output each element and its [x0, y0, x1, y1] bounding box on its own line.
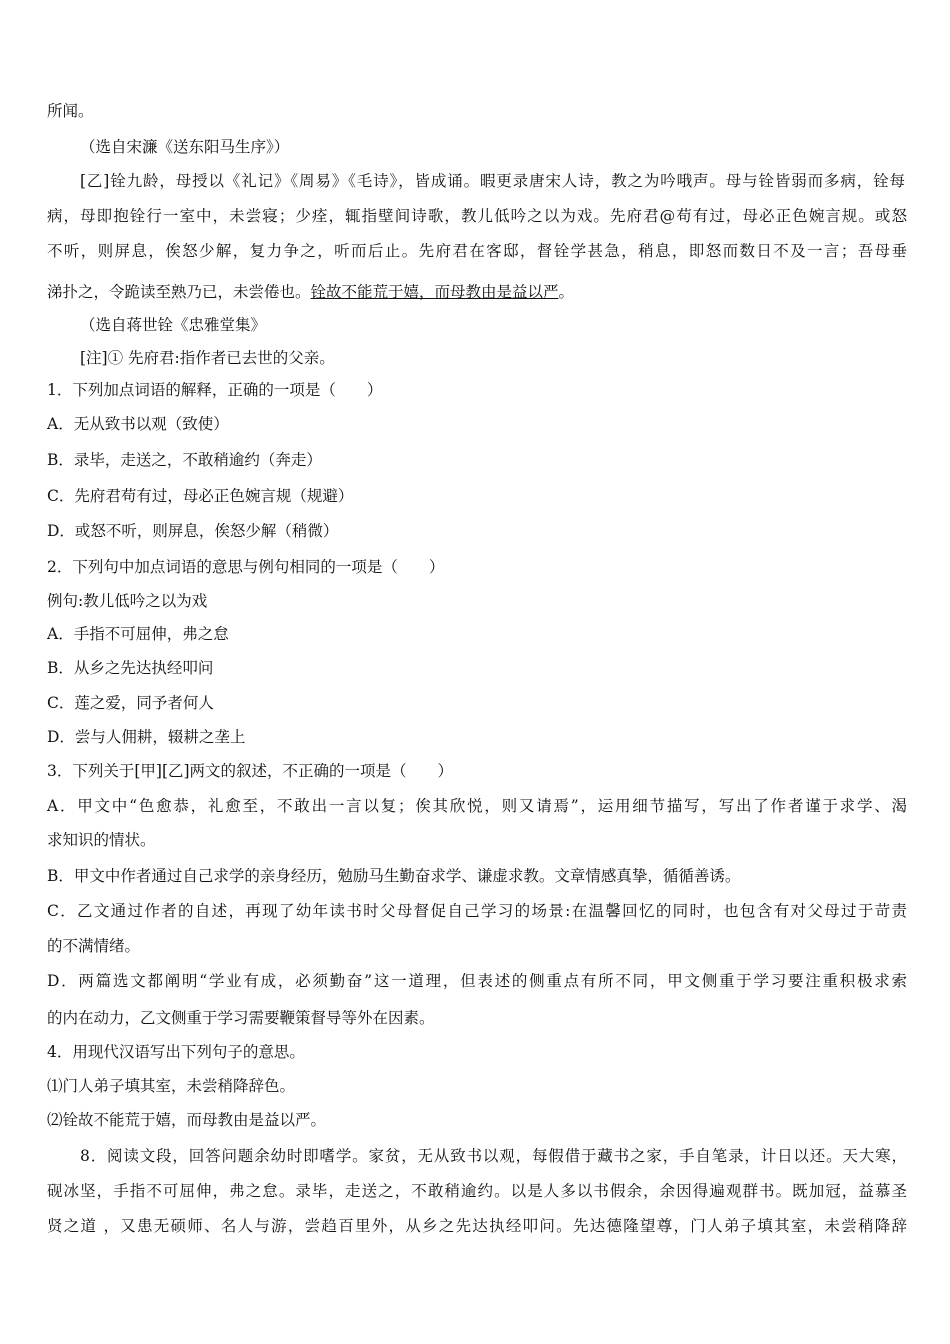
- text-line: 贤之道 ，又患无硕师、名人与游，尝趋百里外，从乡之先达执经叩问。先达德隆望尊，门人弟子填其室，未尝稍降辞: [47, 1217, 907, 1235]
- option-d: D．两篇选文都阐明“学业有成，必须勤奋”这一道理，但表述的侧重点有所不同，甲文侧重于学习要注重积极求索: [47, 972, 907, 990]
- option-b: B．从乡之先达执经叩问: [47, 659, 214, 677]
- underlined-sentence: 铨故不能荒于嬉，而母教由是益以严: [310, 283, 559, 301]
- option-c: C．莲之爱，同予者何人: [47, 694, 214, 712]
- question-1: 1．下列加点词语的解释，正确的一项是（ ）: [47, 381, 383, 399]
- question-4: 4．用现代汉语写出下列句子的意思。: [47, 1043, 305, 1061]
- option-c: C．乙文通过作者的自述，再现了幼年读书时父母督促自己学习的场景:在温馨回忆的同时，也包含有对父母过于苛责: [47, 902, 907, 920]
- source-citation: （选自蒋世铨《忠雅堂集》: [80, 316, 267, 334]
- option-a: A．无从致书以观（致使）: [47, 415, 229, 433]
- annotation-note: [注]① 先府君:指作者已去世的父亲。: [80, 349, 335, 367]
- text-line: [乙]铨九龄，母授以《礼记》《周易》《毛诗》，皆成诵。暇更录唐宋人诗，教之为吟哦声。母与铨皆弱而多病，铨每: [80, 172, 905, 190]
- option-c-continued: 的不满情绪。: [47, 937, 141, 955]
- sub-item-1: ⑴门人弟子填其室，未尝稍降辞色。: [47, 1077, 296, 1095]
- option-c: C．先府君苟有过，母必正色婉言规（规避）: [47, 487, 354, 505]
- source-citation: （选自宋濂《送东阳马生序》）: [80, 138, 290, 156]
- option-d: D．或怒不听，则屏息，俟怒少解（稍微）: [47, 522, 339, 540]
- text-line: 所闻。: [47, 102, 94, 120]
- option-d-continued: 的内在动力，乙文侧重于学习需要鞭策督导等外在因素。: [47, 1009, 435, 1027]
- option-a: A．手指不可屈伸，弗之怠: [47, 625, 229, 643]
- example-sentence: 例句:教儿低吟之以为戏: [47, 592, 208, 610]
- option-d: D．尝与人佣耕，辍耕之垄上: [47, 728, 246, 746]
- text-segment: 涕扑之，令跪读至熟乃已，未尝倦也。: [47, 283, 311, 301]
- sub-item-2: ⑵铨故不能荒于嬉，而母教由是益以严。: [47, 1111, 327, 1129]
- text-segment: 。: [558, 283, 575, 301]
- option-a: A．甲文中“色愈恭，礼愈至，不敢出一言以复；俟其欣悦，则又请焉”，运用细节描写，写出了作者谨于求学、渴: [47, 797, 907, 815]
- option-a-continued: 求知识的情状。: [47, 831, 156, 849]
- text-line: [47, 282, 574, 302]
- option-b: B．甲文中作者通过自己求学的亲身经历，勉励马生勤奋求学、谦虚求教。文章情感真挚，循循善诱。: [47, 867, 741, 885]
- question-2: 2．下列句中加点词语的意思与例句相同的一项是（ ）: [47, 558, 445, 576]
- question-3: 3．下列关于[甲][乙]两文的叙述，不正确的一项是（ ）: [47, 762, 454, 780]
- text-line: 不听，则屏息，俟怒少解，复力争之，听而后止。先府君在客邸，督铨学甚急，稍息，即怒而数日不及一言；吾母垂: [47, 242, 907, 260]
- text-line: 病，母即抱铨行一室中，未尝寝；少痊，辄指壁间诗歌，教儿低吟之以为戏。先府君@苟有过，母必正色婉言规。或怒: [47, 207, 907, 225]
- text-line: 砚冰坚，手指不可屈伸，弗之怠。录毕，走送之，不敢稍逾约。以是人多以书假余，余因得遍观群书。既加冠，益慕圣: [47, 1182, 907, 1200]
- option-b: B．录毕，走送之，不敢稍逾约（奔走）: [47, 451, 322, 469]
- question-8: 8．阅读文段，回答问题余幼时即嗜学。家贫，无从致书以观，每假借于藏书之家，手自笔录，计日以还。天大寒，: [80, 1147, 907, 1165]
